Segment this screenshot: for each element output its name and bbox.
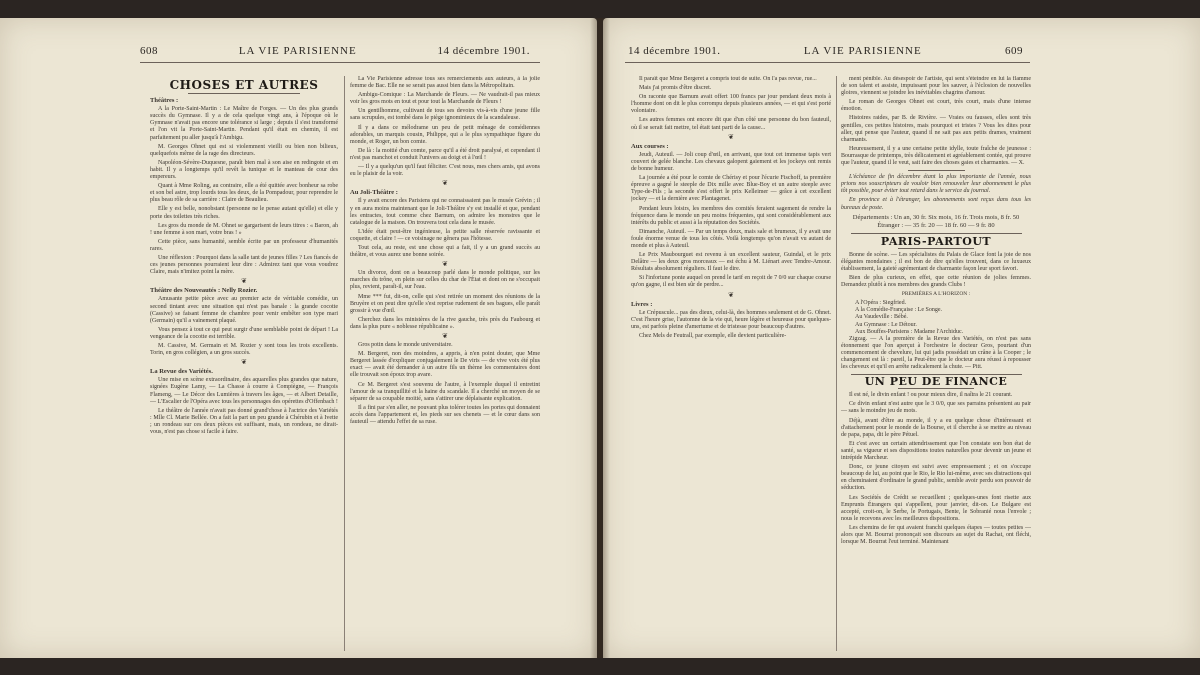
paris-partout-text xyxy=(841,252,1031,289)
right-running-head xyxy=(628,45,1023,57)
paragraph: La Vie Parisienne adresse tous ses remerciements aux auteurs, à la jolie femme de Bac. Elle ne se serait pas aussi bien dans la Métropolitain. xyxy=(350,76,540,90)
joli-theatre-text xyxy=(350,198,540,259)
fleuron-icon: ❦ xyxy=(442,260,448,269)
paragraph: Gros potin dans le monde universitaire. xyxy=(358,342,453,349)
book-gutter xyxy=(590,18,610,658)
paragraph: De là : la moitié d'un comte, parce qu'il a été droit paralysé, et cependant il n'est pas manchot et conduit l'univers au doigt et à l'œil ! xyxy=(350,147,540,161)
left-page-number: 608 xyxy=(140,45,158,57)
paragraph: Pendant leurs loisirs, les membres des comités feraient sagement de rendre la fréquence dans le monde un peu moins fréquentes, qui sont considérablement aux intérêts du public et aussi à la réputation des Sociétés. xyxy=(631,205,831,226)
subs-row-departements: Départements : Un an, 30 fr. Six mois, 16 fr. Trois mois, 8 fr. 50 xyxy=(852,213,1020,221)
paragraph: Et c'est avec un certain attendrissement que l'on constate son bon état de santé, sa vigueur et ses dispositions toutes naturelles pour devenir un jeune et intrépide Marcheur. xyxy=(841,440,1031,462)
paragraph: Le Prix Maubourguet est revenu à un excellent sauteur, Guindal, et le prix Delâtre — les deux gros morceaux — est échu à M. Liénart avec Tendre-Amour. Résultats absolument réguliers. Il faut le dire. xyxy=(631,252,831,273)
paragraph: Heureusement, il y a une certaine petite idylle, toute fraîche de jeunesse : Bourrasque de printemps, très délicatement et agréablement contée, qui prouve que l'auteur, quand il le veut, sait faire des choses gaies et charmantes. — X. xyxy=(841,145,1031,167)
paragraph: A la Porte-Saint-Martin : Le Maître de Forges. — Un des plus grands succès du Gymnase. Il y a de cela quelque vingt ans, à l'époque où le Gymnase n'avait pas encore une tolérance si large ; depuis il s'est transformé et l'on vit la Porte-Saint-Martin. Pendant qu'il était en chemin, il est parfaitement pu aller jusqu'à l'Ambigu. xyxy=(150,106,338,141)
finance-text xyxy=(841,392,1031,546)
paragraph: Donc, ce jeune citoyen est suivi avec empressement ; et on s'occupe beaucoup de lui, au point que le Rio, le Rio lui-même, avec ses distractions qui en cheminaient d'ordinaire le grand public, semble avoir perdu son pouvoir de séduction. xyxy=(841,464,1031,492)
paragraph: Mais j'ai promis d'être discret. xyxy=(639,85,712,92)
paragraph: ment pénible. Au désespoir de l'artiste, qui sent s'éteindre en lui la flamme de son talent et assiste, impuissant pour les sauver, à l'éclosion de nouvelles gloires, viennent se joindre les inévitables chagrins d'amour. xyxy=(841,76,1031,97)
section-theatres: Théâtres : xyxy=(150,97,179,105)
paragraph: Une réflexion : Pourquoi dans la salle tant de jeunes filles ? Les fiancés de ces jeunes personnes pourraient leur dire : Admirez tant que vous voudrez Claire, mais n'imitez point la mère. xyxy=(150,254,338,276)
paragraph: M. Cassive, M. Germain et M. Rozier y sont tous les trois excellents. Torin, en gros collégien, a un gros succès. xyxy=(150,343,338,357)
paragraph: — Il y a quelqu'un qu'il faut féliciter. C'est nous, mes chers amis, qui avons eu le plaisir de la voir. xyxy=(350,164,540,178)
fleuron-icon: ❦ xyxy=(241,277,247,286)
paragraph: Il y a dans ce mélodrame un peu de petit ménage de comédiennes adorables, un marquis cousin, Philippe, qui a le plus sympathique figure du monde, et Roger, un bon comte. xyxy=(350,124,540,145)
paragraph: Vous pensez à tout ce qui peut surgir d'une semblable point de départ ! La vengeance de la cocotte est terrible. xyxy=(150,326,338,340)
col2-intro-text xyxy=(350,76,540,178)
subs-row-etranger: Étranger : — 35 fr. 20 — 18 fr. 60 — 9 fr. 80 xyxy=(877,221,995,229)
paragraph: Chez Mels de Feutrall, par exemple, elle devient particulière- xyxy=(639,333,787,339)
short-rule xyxy=(908,170,965,171)
revue-varietes-text xyxy=(150,377,338,436)
paragraph: Quant à Mme Roling, au contraire, elle a été quittée avec bonheur sa robe et son bel astre, trop lourds tous les deux, de la Pompadour, pour reprendre le plus beau rôle de sa carrière : Claire de Beaulieu. xyxy=(150,183,338,204)
paragraph: La journée a été pour le comte de Chérisy et pour l'écurie Fischoff, ta première épreuve a gagné le steeple de Dix mille avec Blue-Boy et un autre steeple avec Type-de-Fils ; la seconde s'est offert le prix Kelleimer — grâce à cet excellent jockey — et la dernière avec Plantagenet. xyxy=(631,175,831,203)
right-page-number: 609 xyxy=(1005,45,1023,57)
right-column-2 xyxy=(841,76,1031,651)
premiere-item: A l'Opéra : Siegfried. xyxy=(855,300,907,307)
right-header-rule xyxy=(625,62,1030,63)
paris-partout-headline: PARIS-PARTOUT xyxy=(880,234,992,248)
left-column-separator xyxy=(344,76,345,651)
paragraph: Ce M. Bergeret s'est souvenu de l'autre, à l'exemple duquel il entretint l'amour de sa tranquillité et la haine du scandale. Il a cherché un moyen de se séparer de sa coupable moitié, sans s'attirer une déplaisante explication. xyxy=(350,381,540,402)
paragraph: Les chemins de fer qui avaient franchi quelques étapes — toutes petites — alors que M. Bourrat prononçait son discours au sujet du Rachat, ont fléchi, lorsque M. Bourrat l'eut terminé. Maintenant xyxy=(841,524,1031,546)
finance-rule xyxy=(898,388,974,389)
paragraph: Déjà, avant d'être au monde, il y a eu quelque chose d'intéressant et d'attachement pour le monde de la Bourse, et il cherche à se mettre au niveau de papa, papa, dit le père Pétuel. xyxy=(841,417,1031,438)
paragraph: On raconte que Barnum avait offert 100 francs par jour pendant deux mois à l'homme dont on dit le plus corrompu depuis plusieurs années, — et qui s'est porté volontaire. xyxy=(631,94,831,115)
paragraph: Cette pièce, sans humanité, semble écrite par un professeur d'humanités rares. xyxy=(150,238,338,252)
paragraph: Ambigu-Comique : La Marchande de Fleurs. — Ne vaudrait-il pas mieux voir les gros mots en tout et pour tout la Marchande de Fleurs ! xyxy=(350,92,540,106)
paragraph: Il est né, le divin enfant ! ou pour mieux dire, il naîtra le 21 courant. xyxy=(849,392,1013,399)
paragraph: Mme *** fut, dit-on, celle qui s'est retirée un moment des réunions de la Bruyère et on peut dire qu'elle s'est reprise rudement de ses bagues, elle paraît grossir à vue d'œil. xyxy=(350,293,540,314)
finance-headline: UN PEU DE FINANCE xyxy=(864,375,1008,389)
paragraph: Un gentilhomme, cultivant de tous ses devoirs vis-à-vis d'une jeune fille sans scrupules, est tombé dans le piège ignominieux de la scandaleuse. xyxy=(350,108,540,122)
section-joli-theatre: Au Joli-Théâtre : xyxy=(350,189,398,197)
rule-before-paris-partout xyxy=(851,233,1022,234)
right-date: 14 décembre 1901. xyxy=(628,45,721,57)
zigzag-text: Zigzag. — A la première de la Revue des Variétés, on n'est pas sans étonnement que l'on aperçut à l'orchestre le docteur Gros, pourtant d'un commencement de chevelure, lui qui jadis possédait un crâne à la Cooper ; le changement est là : pareil, la Peut-être que le docteur aura réussi à repousser les cheveux et qu'il en arrête radicalement la chute. — Pitt. xyxy=(841,335,1031,371)
left-column-2 xyxy=(350,76,540,651)
paragraph: L'idée était peut-être ingénieuse, la petite salle réservée ravissante et coquette, et claire ! — ce voisinage ne gênera pas l'hôtesse. xyxy=(350,228,540,242)
fleuron-icon: ❦ xyxy=(442,332,448,340)
headline-rule xyxy=(188,93,301,94)
left-journal-title: LA VIE PARISIENNE xyxy=(238,45,357,57)
premieres-list xyxy=(841,300,1031,335)
left-header-rule xyxy=(140,62,540,63)
left-date: 14 décembre 1901. xyxy=(437,45,530,57)
paragraph: Dimanche, Auteuil. — Par un temps doux, mais sale et brumeux, il y avait une foule énorme venue de tous les côtés. Voilà longtemps qu'on n'avait vu autant de monde et plus à Auteuil. xyxy=(631,228,831,249)
paragraph: Cherchez dans les ministères de la rive gauche, très près du Faubourg et dans la plus pure « noblesse républicaine ». xyxy=(350,316,540,330)
left-column-1 xyxy=(150,76,338,651)
premiere-item: Au Vaudeville : Bébé. xyxy=(855,314,908,321)
right-journal-title: LA VIE PARISIENNE xyxy=(803,45,922,57)
paragraph: Tout cela, au reste, est une chose qui a fait, il y a un grand succès au théâtre, et vous aurez une bonne soirée. xyxy=(350,244,540,259)
paragraph: Les gros du monde de M. Ohnet se gargarisent de leurs titres : « Baron, ah ! une femme à son mari, votre bras ! » xyxy=(150,222,338,236)
right-page xyxy=(603,18,1200,658)
paragraph: M. Bergeret, non des moindres, a appris, à n'en point douter, que Mme Bergeret lassée d'expliquer conjugalement le De viris — de vive voix été plus exact — avait été demander à un autre fils un thème les commentaires dont elle trouvait son époux trop avare. xyxy=(350,351,540,379)
nouveautes-text xyxy=(150,296,338,357)
section-livres: Livres : xyxy=(631,300,653,308)
theatres-text xyxy=(150,106,338,276)
subscription-notice-2: En province et à l'étranger, les abonnements sont reçus dans tous les bureaux de poste. xyxy=(841,197,1031,211)
paragraph: Il a fini par s'en aller, ne pouvant plus tolérer toutes les portes qui donnaient accès dans l'appartement et, les pieds sur ses chenets — et le cœur dans son fauteuil — attendu l'effet de sa ruse. xyxy=(350,404,540,426)
livres-text xyxy=(631,310,831,340)
bergeret-continued xyxy=(631,76,831,132)
paragraph: Un divorce, dont on a beaucoup parlé dans le monde politique, sur les marches du trône, en plein sur celles du char de l'État et dont on ne s'occupait plus, revient, paraît-il, sur l'eau. xyxy=(350,270,540,291)
section-revue-varietes: La Revue des Variétés. xyxy=(150,368,213,376)
fleuron-icon: ❦ xyxy=(728,290,734,299)
courses-text xyxy=(631,152,831,290)
paragraph: Il y avait encore des Parisiens qui ne connaissaient pas le musée Grévin ; il y en aura moins maintenant que le Joli-Théâtre s'y est installé et que, pendant les entractes, tout comme chez Barnum, on admire les monstres que le catalogue de la maison. On trouvera tout cela dans le musée. xyxy=(350,198,540,226)
subscription-notice: L'échéance de fin décembre étant la plus importante de l'année, nous prions nos souscripteurs de vouloir bien renouveler leur abonnement le plus tôt possible, pour éviter tout retard dans le service du journal. xyxy=(841,174,1031,195)
paragraph: Jeudi, Auteuil. — Joli coup d'œil, en arrivant, que tout cet immense tapis vert couvert de gelée blanche. Les chevaux galopent gaiement et les jockeys ont remis de bonne humeur. xyxy=(631,151,831,173)
right-column-separator xyxy=(836,76,837,651)
paragraph: Elle y est belle, nonobstant (personne ne le pense autant qu'elle) et elle y porte des toilettes très riches. xyxy=(150,206,338,220)
premiere-item: Au Gymnase : Le Détour. xyxy=(855,321,917,328)
paragraph: Une mise en scène extraordinaire, des aquarelles plus grandes que nature, signées Eugène Lamy, — La Chasse à courre à Compiègne, — François Flameng, — Le Décor des Lumières à travers les âges, — et Albert Detaille, — L'Escalier de l'Opéra avec tous les personnages des opérettes d'Offenbach ! xyxy=(150,377,338,405)
premiere-item: Aux Bouffes-Parisiens : Madame l'Archiduc. xyxy=(855,328,964,335)
right-column-1 xyxy=(631,76,831,651)
paris-partout-rule xyxy=(898,248,974,249)
paragraph: Il paraît que Mme Bergeret a compris tout de suite. On l'a pas revue, rue... xyxy=(639,76,817,82)
livres-continued xyxy=(841,76,1031,167)
bergeret-text xyxy=(350,342,540,426)
fleuron-icon: ❦ xyxy=(241,358,247,367)
paragraph: Les Sociétés de Crédit se recueillent ; quelques-unes font risette aux Emprunts Étrangers qui s'appellent, pour janvier, dit-on. Le Bulgare est accepté, croit-on, le Serbe, le Portugais, Bente, le Sobranié nous l'envole ; nous le recevons avec les meilleures dispositions. xyxy=(841,494,1031,522)
paragraph: Le roman de Georges Ohnet est court, très court, mais d'une intense émotion. xyxy=(841,99,1031,113)
paragraph: Ce divin enfant n'est autre que le 3 0/0, que ses parrains présentent au pair — sans le moindre jeu de mots. xyxy=(841,401,1031,415)
paragraph: M. Georges Ohnet qui est si violemment vieilli ou bien non bilieux, quelquefois même de la rage des directeurs. xyxy=(150,143,338,157)
paragraph: Le Crépuscule... pas des dieux, celui-là, des hommes seulement et de G. Ohnet. C'est l'heure grise, l'automne de la vie qui, heure légère et heureuse pour quelques-uns, est parfois pleine d'amertume et de tristesse pour beaucoup d'autres. xyxy=(631,309,831,330)
premiere-item: A la Comédie-Française : Le Songe. xyxy=(855,307,942,314)
paragraph: Histoires raides, par B. de Rivière. — Vraies ou fausses, elles sont très gentilles, ces petites histoires, mais pourquoi et tristes ? Vous les dites pour aller, qui pense que l'auteur, quand il ne sait pas aux petits drames, vraiment charmants. xyxy=(841,115,1031,143)
paragraph: Napoléon-Sévère-Duquesne, paraît bien mal à son aise en redingote et en habit. Il y a longtemps qu'il revêt la tunique et le manteau de cour des empereurs. xyxy=(150,159,338,181)
paragraph: Amusante petite pièce avec au premier acte de véritable comédie, un second tintant avec une situation qui n'est pas banale : la grande cocotte (Cassive) se faisant femme de chambre pour venir embêter son type mari (Germain) qu'il a vainement plaqué. xyxy=(150,296,338,324)
divorce-text xyxy=(350,270,540,331)
paragraph: Bonne de scène. — Les spécialistes du Palais de Glace font la joie de nos élégantes mondaines ; il est bon de dire qu'elles trouvent, dans ce luxueux établissement, la gaieté agrémentant de charmante façon leur sport favori. xyxy=(841,251,1031,272)
paragraph: Les autres femmes ont encore dit que d'un côté une personne du bon fauteuil, où il se serait fait mettre, tel était tant parti de la cause... xyxy=(631,117,831,131)
choses-et-autres-headline: CHOSES ET AUTRES xyxy=(169,78,319,92)
paragraph: Le théâtre de l'année n'avait pas donné grand'chose à l'actrice des Variétés : Mlle Cl. Marie Bellée. On a fait la part un peu grande à Chérubin et à Ivette ; un rondeau sur ces deux pièces est suffisant, mais, un rondeau, ne dirait-vous, n'est pas chose si facile à faire. xyxy=(150,407,338,436)
paragraph: Si l'infortune ponte auquel on prend le tarif en reçoit de 7 0/0 sur chaque course qu'on gagne, il est bien sûr de perdre... xyxy=(631,275,831,289)
left-page xyxy=(0,18,597,658)
paragraph: Bien de plus curieux, en effet, que cette réunion de jolies femmes. Demandez plutôt à nos membres des grands Clubs ! xyxy=(841,274,1031,289)
premieres-title: PREMIÈRES A L'HORIZON : xyxy=(901,291,971,298)
section-aux-courses: Aux courses : xyxy=(631,142,669,150)
left-running-head xyxy=(140,45,530,57)
fleuron-icon: ❦ xyxy=(442,179,448,188)
fleuron-icon: ❦ xyxy=(728,132,734,141)
subscription-rates xyxy=(841,214,1031,230)
section-nouveautes: Théâtre des Nouveautés : Nelly Rozier. xyxy=(150,287,258,295)
